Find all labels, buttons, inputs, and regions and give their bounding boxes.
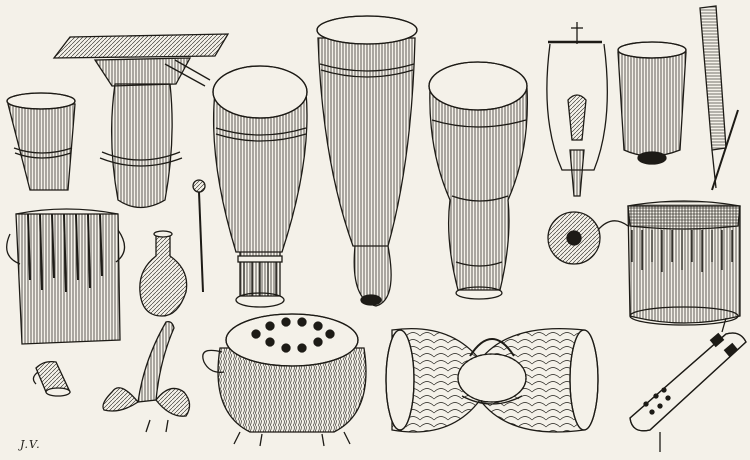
small-cup-drum xyxy=(7,93,75,190)
frame-rattle xyxy=(547,22,607,196)
small-bell xyxy=(33,362,70,396)
hourglass-talking-drum xyxy=(386,329,598,432)
tall-conical-drum xyxy=(317,16,417,306)
round-gourd-rattle xyxy=(548,212,628,264)
flat-board-instrument xyxy=(630,318,746,452)
artist-signature: J.V. xyxy=(20,438,41,451)
lamellophone xyxy=(7,209,125,344)
gourd-bottle xyxy=(140,231,187,316)
pot-drum xyxy=(203,314,366,446)
long-wooden-stick xyxy=(700,6,738,190)
small-cylindrical-drum xyxy=(618,42,686,164)
tall-waisted-drum xyxy=(429,62,527,299)
drum-beater xyxy=(193,180,205,292)
large-fringed-drum xyxy=(628,201,740,325)
tall-goblet-drum xyxy=(213,66,307,307)
